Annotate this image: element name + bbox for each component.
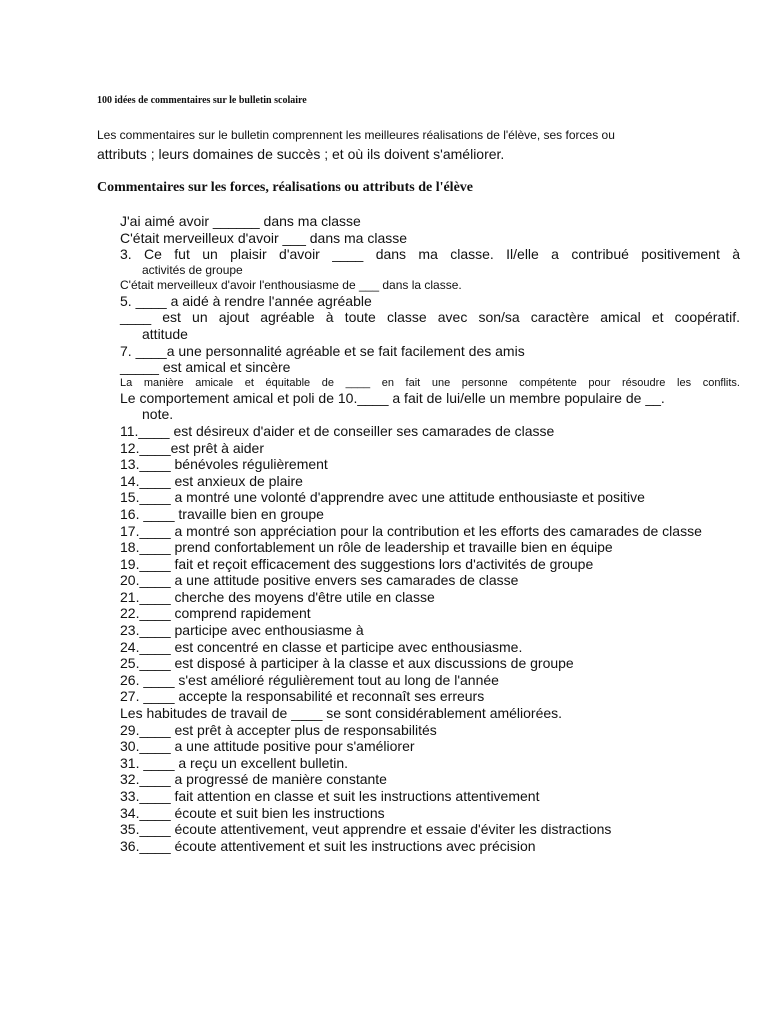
list-item: _____ est amical et sincère xyxy=(120,359,291,376)
list-item: 22.____ comprend rapidement xyxy=(120,605,311,622)
section-heading: Commentaires sur les forces, réalisations ou attributs de l'élève xyxy=(97,180,474,195)
list-item: 12.____est prêt à aider xyxy=(120,439,264,456)
intro-line-2: attributs ; leurs domaines de succès ; et où ils doivent s'améliorer. xyxy=(97,146,505,162)
list-item: 17.____ a montré son appréciation pour la contribution et les efforts des camarades de classe xyxy=(120,522,702,539)
list-item: J'ai aimé avoir ______ dans ma classe xyxy=(120,213,361,229)
list-item: 35.____ écoute attentivement, veut apprendre et essaie d'éviter les distractions xyxy=(120,821,612,838)
list-item: 36.____ écoute attentivement et suit les instructions avec précision xyxy=(120,837,536,854)
list-item: C'était merveilleux d'avoir l'enthousiasme de ___ dans la classe. xyxy=(120,277,462,292)
list-item: 21.____ cherche des moyens d'être utile en classe xyxy=(120,588,435,605)
list-item: 18.____ prend confortablement un rôle de leadership et travaille bien en équipe xyxy=(120,539,613,556)
list-item: La manière amicale et équitable de ____ en fait une personne compétente pour résoudre les conflits. xyxy=(120,376,740,389)
list-item: 7. ____a une personnalité agréable et se fait facilement des amis xyxy=(120,342,525,359)
list-item: 30.____ a une attitude positive pour s'améliorer xyxy=(120,738,415,755)
list-item: 15.____ a montré une volonté d'apprendre avec une attitude enthousiaste et positive xyxy=(120,489,645,506)
list-item: 24.____ est concentré en classe et participe avec enthousiasme. xyxy=(120,638,523,655)
list-item-continuation: attitude xyxy=(142,325,188,342)
list-item: 14.____ est anxieux de plaire xyxy=(120,472,303,489)
list-item: 25.____ est disposé à participer à la classe et aux discussions de groupe xyxy=(120,655,574,672)
list-item: Le comportement amical et poli de 10.____ a fait de lui/elle un membre populaire de __. xyxy=(120,389,665,406)
list-item: 11.____ est désireux d'aider et de conseiller ses camarades de classe xyxy=(120,422,555,439)
list-item: 13.____ bénévoles régulièrement xyxy=(120,456,328,473)
list-item: 29.____ est prêt à accepter plus de responsabilités xyxy=(120,721,437,738)
list-item: C'était merveilleux d'avoir ___ dans ma classe xyxy=(120,229,408,246)
list-item: 16. ____ travaille bien en groupe xyxy=(120,505,324,522)
list-item: 19.____ fait et reçoit efficacement des suggestions lors d'activités de groupe xyxy=(120,555,594,572)
list-item: 3. Ce fut un plaisir d'avoir ____ dans ma classe. Il/elle a contribué positivement à xyxy=(120,246,740,263)
list-item: 26. ____ s'est amélioré régulièrement tout au long de l'année xyxy=(120,671,499,688)
list-item: 34.____ écoute et suit bien les instructions xyxy=(120,804,385,821)
list-item-continuation: note. xyxy=(142,406,174,423)
list-item: 5. ____ a aidé à rendre l'année agréable xyxy=(120,292,372,309)
intro-line-1: Les commentaires sur le bulletin comprennent les meilleures réalisations de l'élève, ses forces ou xyxy=(97,128,615,142)
comment-list xyxy=(120,213,740,854)
list-item: 20.____ a une attitude positive envers ses camarades de classe xyxy=(120,572,519,589)
document-title: 100 idées de commentaires sur le bulletin scolaire xyxy=(97,95,307,106)
list-item: 23.____ participe avec enthousiasme à xyxy=(120,622,364,639)
list-item: ____ est un ajout agréable à toute classe avec son/sa caractère amical et coopératif. xyxy=(120,309,740,326)
list-item-continuation: activités de groupe xyxy=(142,262,243,277)
list-item: 27. ____ accepte la responsabilité et reconnaît ses erreurs xyxy=(120,688,485,705)
list-item: 31. ____ a reçu un excellent bulletin. xyxy=(120,754,349,771)
list-item: 33.____ fait attention en classe et suit les instructions attentivement xyxy=(120,788,540,804)
list-item: Les habitudes de travail de ____ se sont considérablement améliorées. xyxy=(120,705,563,722)
list-item: 32.____ a progressé de manière constante xyxy=(120,771,387,788)
